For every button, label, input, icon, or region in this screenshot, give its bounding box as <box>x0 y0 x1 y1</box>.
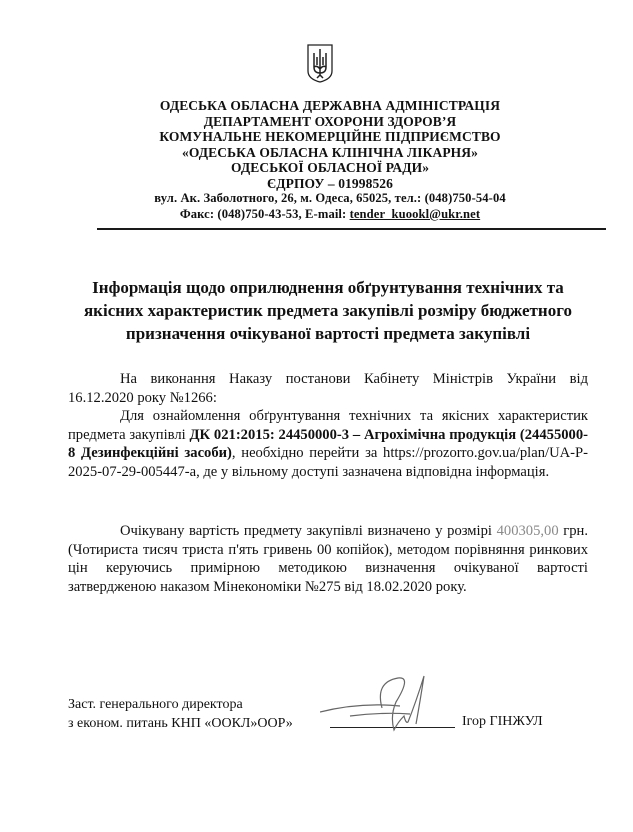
handwritten-signature-icon <box>320 672 460 736</box>
fax-email-line <box>60 207 600 223</box>
paragraph-justification <box>68 407 588 481</box>
letterhead-line: ОДЕСЬКА ОБЛАСНА ДЕРЖАВНА АДМІНІСТРАЦІЯ <box>159 98 501 113</box>
paragraph-text: , де у вільному доступі зазначена відповідна інформація. <box>196 463 550 480</box>
paragraph-text: Для ознайомлення обґрунтування технічних та якісних характеристик предмета закупівлі <box>68 408 588 443</box>
coat-of-arms-icon <box>306 43 334 83</box>
paragraph-text: грн. (Чотириста тисяч триста п'ять гривень 00 копійок), методом порівняння ринкових цін керуючись примірною методикою визначення очікуваної вартості затвердженою наказом Мінекономіки №275 від 18.02.2020 року. <box>68 523 589 595</box>
fax: Факс: (048)750-43-53, E-mail: <box>179 206 350 221</box>
signatory-name: Ігор ГІНЖУЛ <box>462 714 543 729</box>
amount-value: 400305,00 <box>496 523 559 539</box>
paragraph-expected-cost <box>68 522 588 596</box>
position-line: з економ. питань КНП «ООКЛ»ООР» <box>68 715 293 731</box>
position-line: Заст. генерального директора <box>68 697 243 712</box>
letterhead-line: «ОДЕСЬКА ОБЛАСНА КЛІНІЧНА ЛІКАРНЯ» <box>182 144 478 160</box>
paragraph-decree: На виконання Наказу постанови Кабінету Міністрів України від 16.12.2020 року №1266: <box>68 371 588 406</box>
signatory-position <box>68 696 293 733</box>
letterhead <box>60 98 600 222</box>
edrpou-code: ЄДРПОУ – 01998526 <box>266 175 394 191</box>
email-link[interactable]: tender_kuookl@ukr.net <box>349 206 481 221</box>
main-body <box>68 370 588 481</box>
prozorro-link[interactable]: https://prozorro.gov.ua/plan/UA-P-2025-07-29-005447-a <box>68 445 588 480</box>
address: вул. Ак. Заболотного, 26, м. Одеса, 65025, тел.: (048)750-54-04 <box>154 191 506 205</box>
letterhead-line: ДЕПАРТАМЕНТ ОХОРОНИ ЗДОРОВ’Я <box>203 113 457 129</box>
paragraph-text: Очікувану вартість предмету закупівлі визначено у розмірі <box>120 523 497 539</box>
header-divider <box>97 228 606 230</box>
cpv-code: ДК 021:2015: 24450000-3 – Агрохімічна продукція (24455000-8 Дезинфекційні засоби) <box>68 426 588 461</box>
letterhead-line: ОДЕСЬКОЇ ОБЛАСНОЇ РАДИ» <box>230 160 430 175</box>
paragraph-text: , необхідно перейти за <box>231 445 384 461</box>
letterhead-line: КОМУНАЛЬНЕ НЕКОМЕРЦІЙНЕ ПІДПРИЄМСТВО <box>159 129 501 144</box>
document-title: Інформація щодо оприлюднення обґрунтування технічних та якісних характеристик предмета закупівлі розміру бюджетного призначення очікуваної вартості предмета закупівлі <box>83 278 573 343</box>
